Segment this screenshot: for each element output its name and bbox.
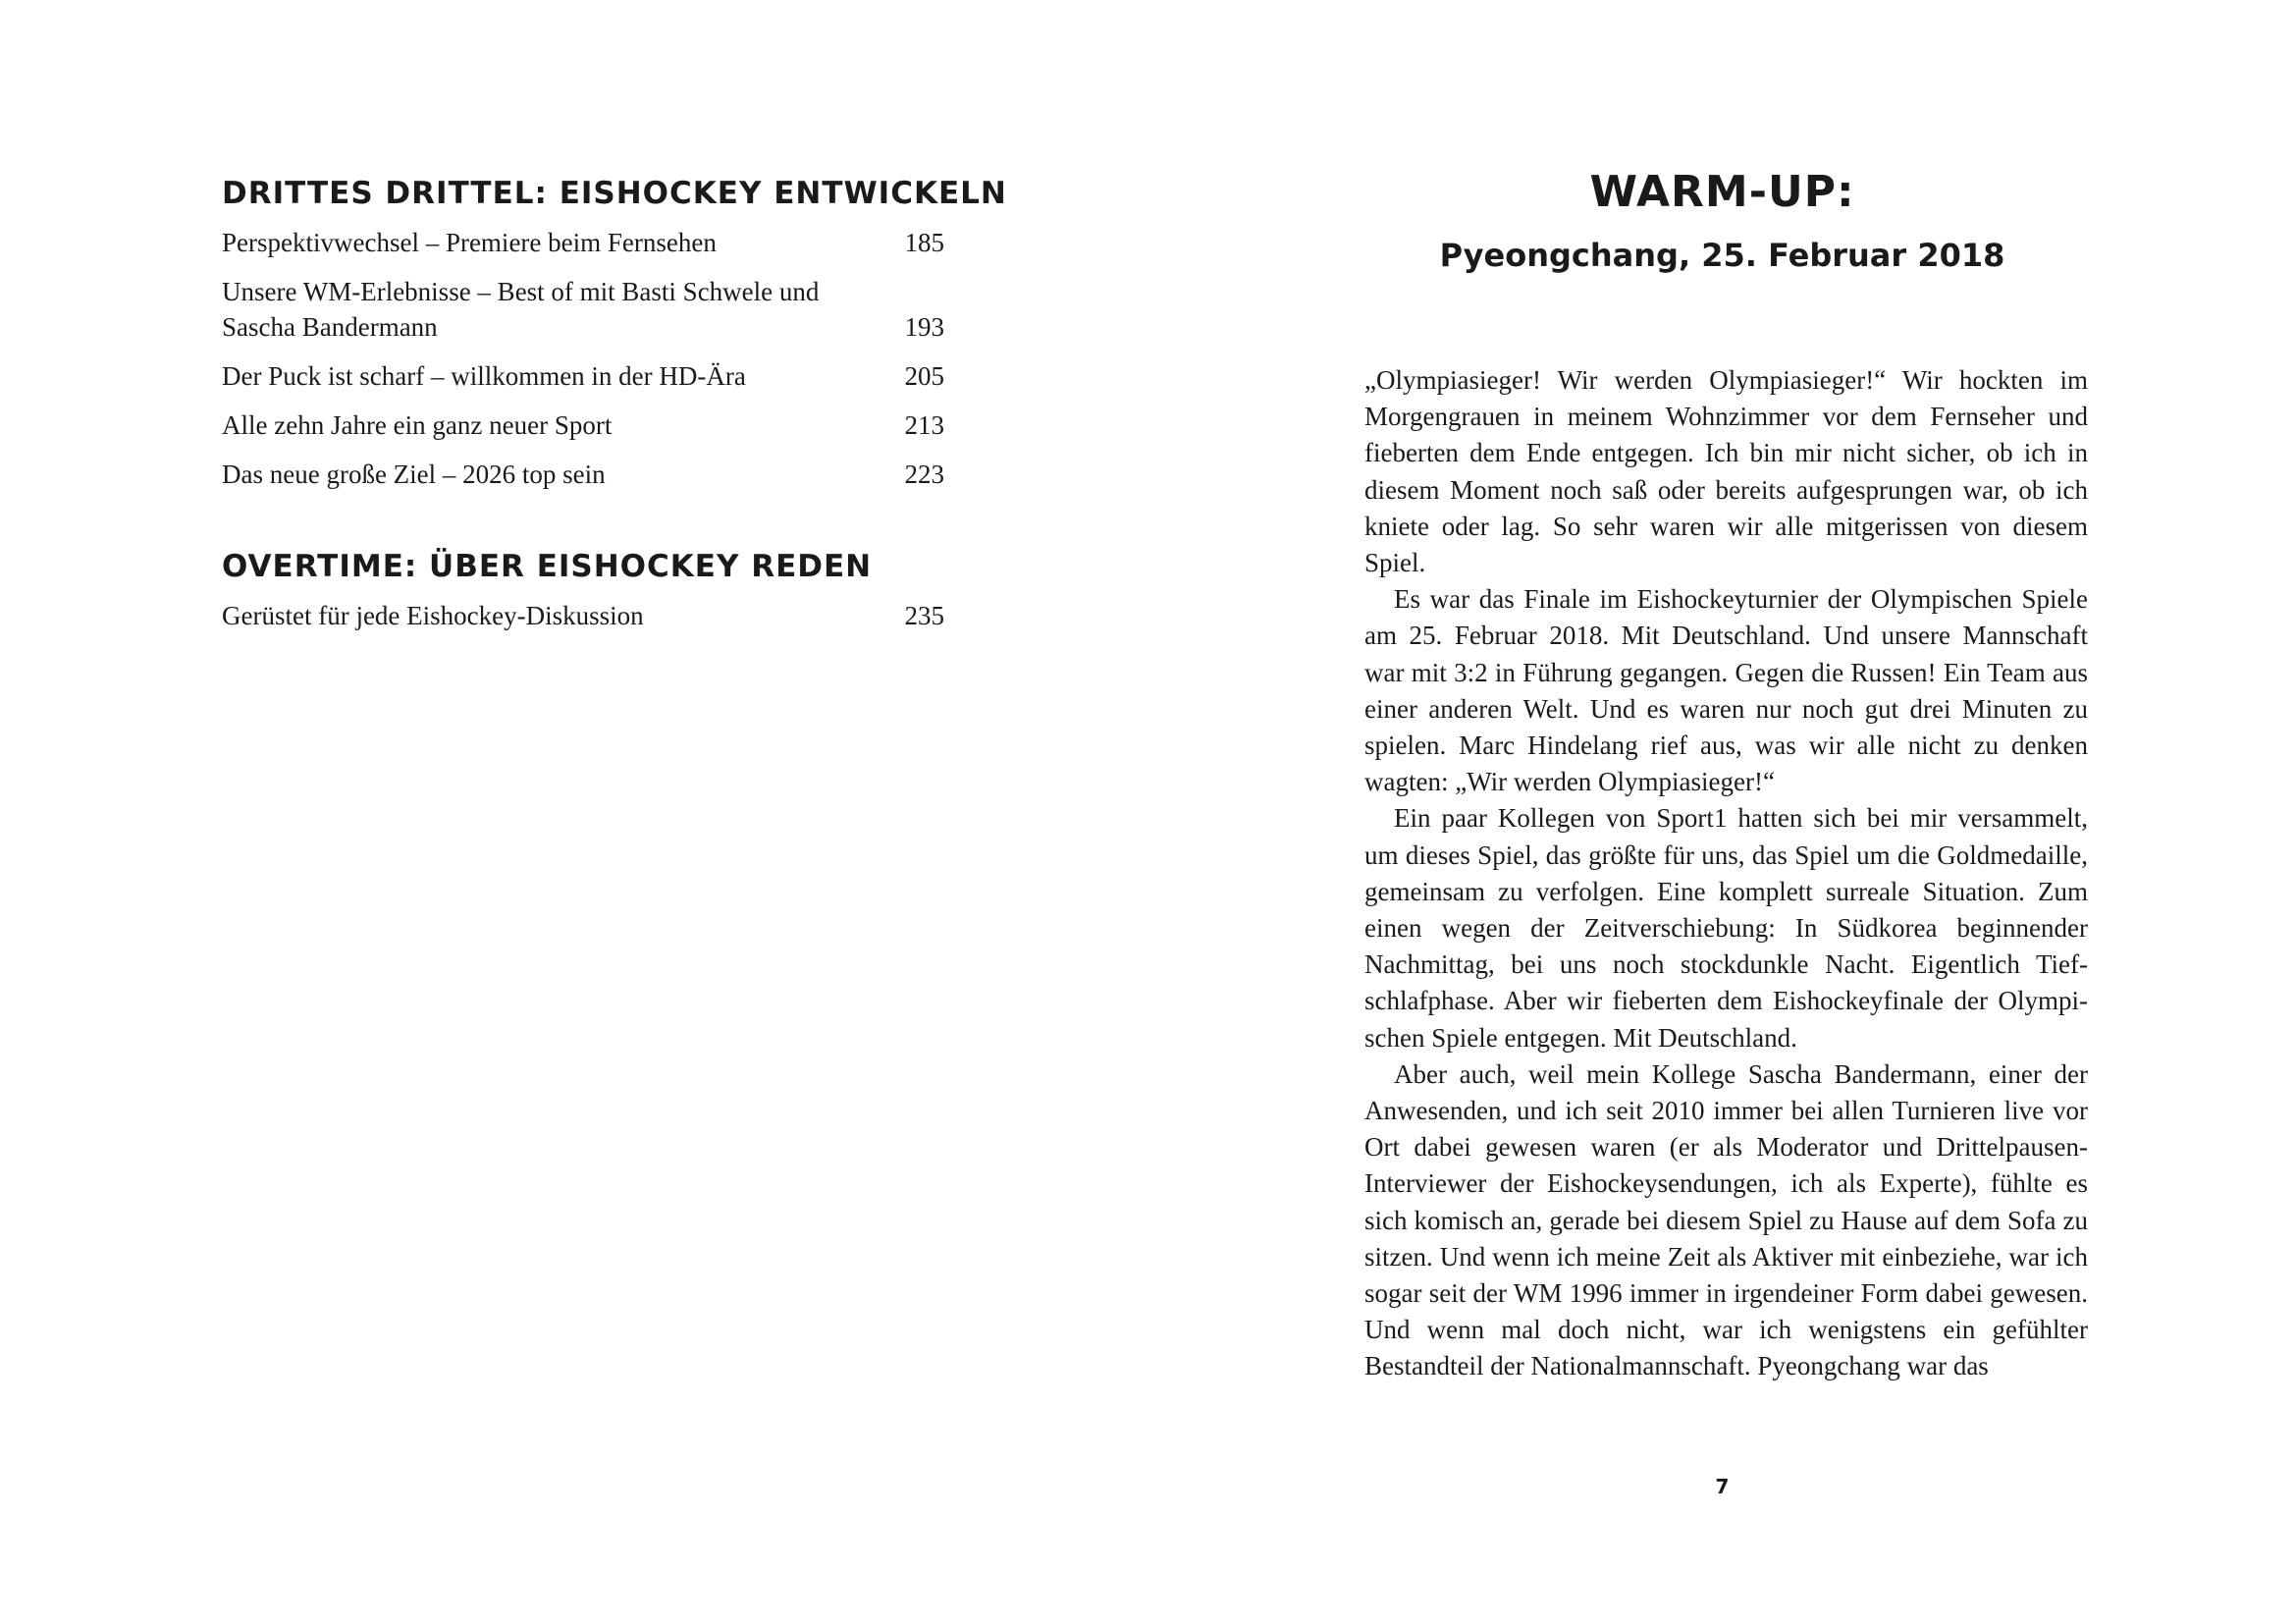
chapter-title: WARM-UP:	[1589, 167, 1855, 217]
body-paragraph: „Olympiasieger! Wir werden Olympiasieger!“ Wir hockten im Morgengrauen in meinem Wohnzimmer vor dem Fernseher und fieberten dem Ende entgegen. Ich bin mir nicht sicher, ob ich in diesem Moment noch saß oder bereits aufgesprungen war, ob ich kniete oder lag. So sehr waren wir alle mitgerissen von diesem Spiel.	[1364, 365, 2088, 578]
toc-entry-page: 235	[904, 601, 944, 630]
body-paragraph: Aber auch, weil mein Kollege Sascha Bandermann, einer der Anwesenden, und ich seit 2010 immer bei allen Turnieren live vor Ort dabei gewesen waren (er als Moderator und Drittelpausen-Interviewer der Eishockeysendungen, ich als Experte), fühlte es sich komisch an, gerade bei diesem Spiel zu Hause auf dem Sofa zu sitzen. Und wenn ich meine Zeit als Aktiver mit einbeziehe, war ich sogar seit der WM 1996 immer in irgendeiner Form dabei gewesen. Und wenn mal doch nicht, war ich wenigstens ein gefühlter Bestandteil der Nationalmannschaft. Pyeongchang war das	[1364, 1058, 2088, 1381]
page-number: 7	[1715, 1475, 1730, 1498]
toc-entry[interactable]	[222, 598, 944, 633]
toc-entry-page: 193	[904, 312, 944, 342]
toc-entry[interactable]	[222, 358, 944, 394]
toc-entry-page: 223	[904, 460, 944, 489]
toc-section-heading: OVERTIME: ÜBER EISHOCKEY REDEN	[222, 549, 873, 584]
toc-list	[222, 225, 944, 492]
toc-section-overtime	[222, 545, 944, 647]
toc-entry-title: Perspektivwechsel – Premiere beim Fernsehen	[222, 228, 717, 257]
toc-list	[222, 598, 944, 633]
toc-entry-title: Das neue große Ziel – 2026 top sein	[222, 460, 606, 489]
toc-entry[interactable]	[222, 274, 944, 345]
toc-entry[interactable]	[222, 407, 944, 443]
toc-entry-title: Unsere WM-Erlebnisse – Best of mit Basti Schwele und Sascha Bandermann	[222, 277, 820, 342]
toc-section-heading: DRITTES DRITTEL: EISHOCKEY ENTWICKELN	[222, 176, 1007, 211]
toc-section-drittes-drittel	[222, 172, 1007, 506]
toc-entry-page: 205	[904, 361, 944, 391]
toc-entry-page: 213	[904, 410, 944, 440]
toc-entry-title: Der Puck ist scharf – willkommen in der HD-Ära	[222, 361, 746, 391]
chapter-body	[1364, 362, 2088, 1385]
body-paragraph: Es war das Finale im Eishockeyturnier der Olympischen Spiele am 25. Februar 2018. Mit Deutschland. Und unsere Mannschaft war mit 3:2 in Führung gegangen. Gegen die Russen! Ein Team aus einer anderen Welt. Und es waren nur noch gut drei Minuten zu spielen. Marc Hindelang rief aus, was wir alle nicht zu denken wagten: „Wir werden Olympiasieger!“	[1364, 584, 2088, 797]
body-paragraph: Ein paar Kollegen von Sport1 hatten sich bei mir versammelt, um dieses Spiel, das größte für uns, das Spiel um die Goldmedaille, gemeinsam zu verfolgen. Eine komplett surreale Situation. Zum einen wegen der Zeitverschiebung: In Südkorea beginnender Nachmittag, bei uns noch stockdunkle Nacht. Eigentlich Tiefschlafphase. Aber wir fieberten dem Eishockeyfinale der Olympischen Spiele entgegen. Mit Deutschland.	[1364, 803, 2088, 1053]
toc-entry-title: Gerüstet für jede Eishockey-Diskussion	[222, 601, 644, 630]
toc-entry[interactable]	[222, 225, 944, 260]
right-page	[1148, 0, 2296, 1624]
toc-entry-title: Alle zehn Jahre ein ganz neuer Sport	[222, 410, 613, 440]
toc-entry[interactable]	[222, 457, 944, 492]
chapter-subtitle: Pyeongchang, 25. Februar 2018	[1439, 237, 2005, 274]
toc-entry-page: 185	[904, 228, 944, 257]
